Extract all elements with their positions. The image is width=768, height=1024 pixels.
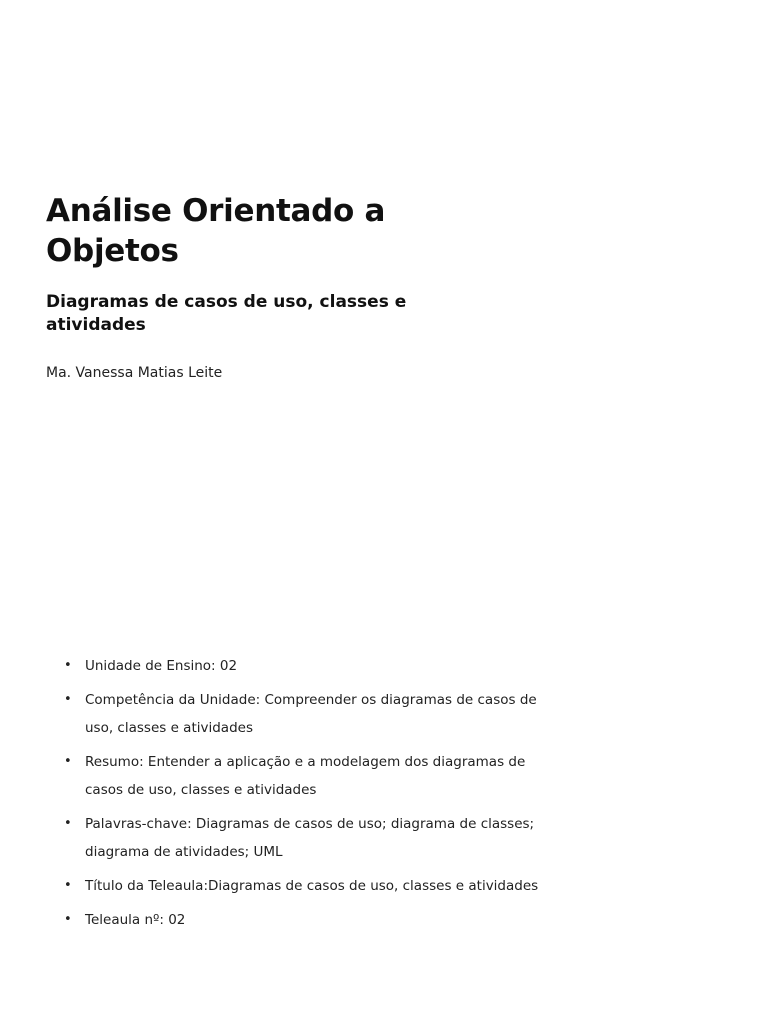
info-item-unidade — [60, 652, 560, 680]
info-item-palavras-chave — [60, 810, 560, 866]
info-item-competencia — [60, 686, 560, 742]
bullet-icon: • — [64, 816, 72, 831]
info-item-resumo — [60, 748, 560, 804]
info-item-text: Resumo: Entender a aplicação e a modelagem dos diagramas de casos de uso, classes e atividades — [85, 754, 526, 798]
document-subtitle: Diagramas de casos de uso, classes e atividades — [46, 292, 407, 335]
info-list — [60, 652, 560, 940]
info-item-text: Título da Teleaula:Diagramas de casos de uso, classes e atividades — [85, 878, 539, 894]
info-item-text: Palavras-chave: Diagramas de casos de uso; diagrama de classes; diagrama de atividades; UML — [85, 816, 535, 860]
info-item-text: Competência da Unidade: Compreender os diagramas de casos de uso, classes e atividades — [85, 692, 537, 736]
bullet-icon: • — [64, 692, 72, 707]
info-item-text: Teleaula nº: 02 — [85, 912, 186, 928]
bullet-icon: • — [64, 754, 72, 769]
bullet-icon: • — [64, 912, 72, 927]
author-name: Ma. Vanessa Matias Leite — [46, 365, 223, 381]
bullet-icon: • — [64, 658, 72, 673]
info-item-text: Unidade de Ensino: 02 — [85, 658, 238, 674]
document-title: Análise Orientado a Objetos — [46, 193, 386, 269]
info-item-teleaula-numero — [60, 906, 560, 934]
bullet-icon: • — [64, 878, 72, 893]
info-item-titulo-teleaula — [60, 872, 560, 900]
